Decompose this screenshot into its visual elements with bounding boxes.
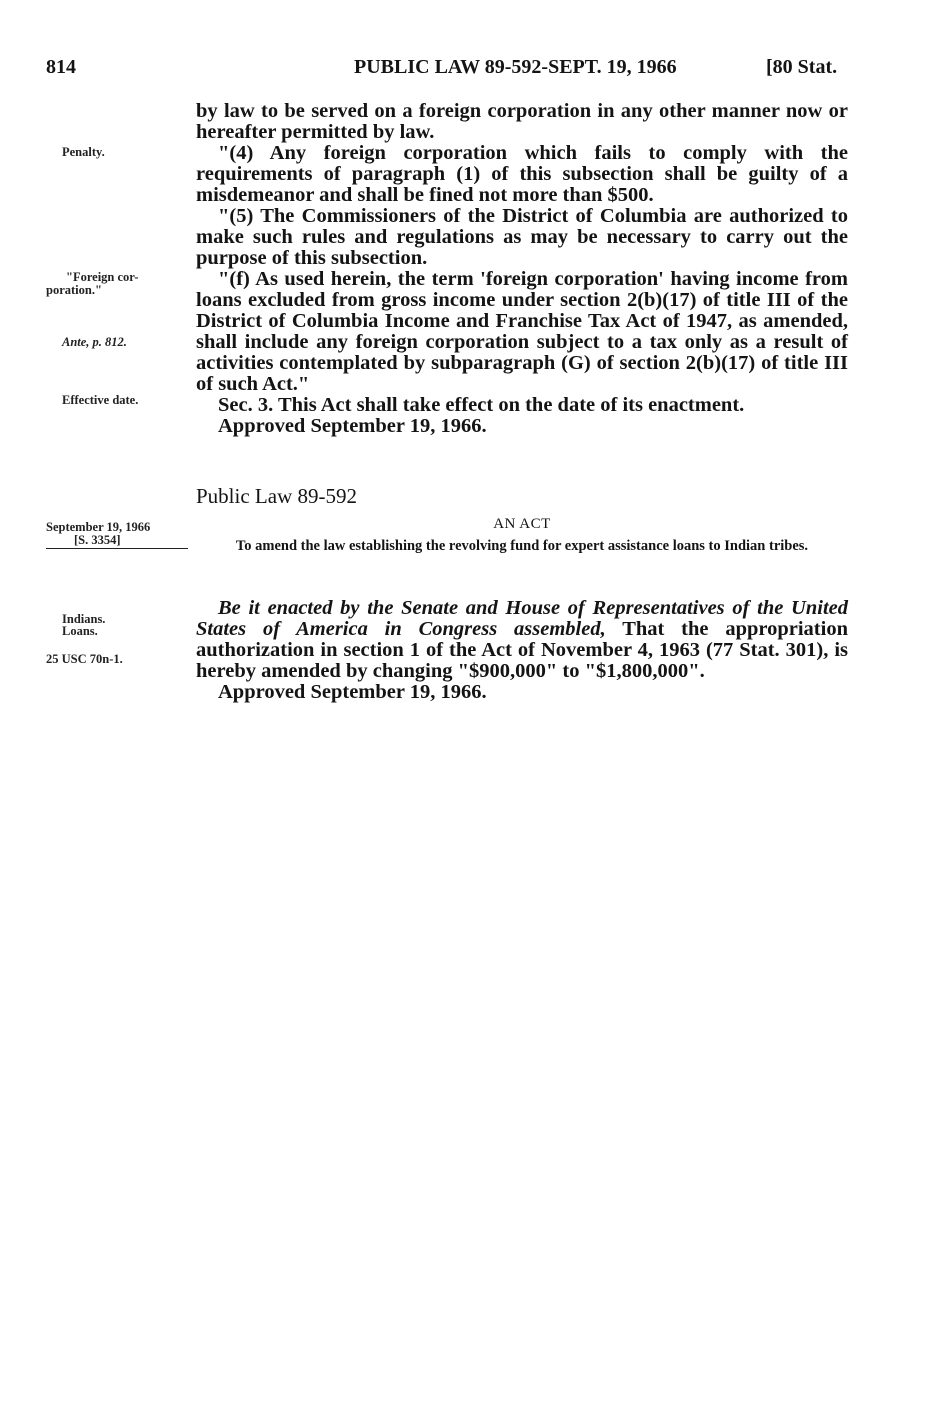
section-text	[196, 101, 848, 437]
approved-date-1: Approved September 19, 1966.	[218, 415, 487, 437]
margin-rule	[46, 548, 188, 549]
enacting-clause-italic: Be it enacted by the Senate and House of Representatives of the United States of America in Congress assembled,	[196, 597, 848, 640]
margin-note-usc: 25 USC 70n-1.	[46, 652, 123, 666]
margin-note-date: September 19, 1966	[46, 520, 151, 534]
margin-note-indians: Indians.	[62, 612, 106, 626]
margin-note-ante: Ante, p. 812.	[62, 335, 127, 349]
public-law-title: Public Law 89-592	[196, 484, 357, 508]
paragraph-4: "(4) Any foreign corporation which fails to comply with the requirements of paragraph (1) of this subsection shall be guilty of a misdemeanor and shall be fined not more than $500.	[196, 142, 848, 206]
margin-note-foreign-corporation-1: "Foreign cor-	[66, 270, 139, 284]
an-act-heading: AN ACT	[493, 516, 551, 532]
page-number: 814	[46, 56, 76, 78]
margin-note-effective-date: Effective date.	[62, 393, 139, 407]
approved-date-2: Approved September 19, 1966.	[218, 681, 487, 703]
margin-note-loans: Loans.	[62, 624, 98, 638]
enacting-clause	[196, 598, 848, 682]
margin-note-foreign-corporation-2: poration."	[46, 283, 102, 297]
act-purpose: To amend the law establishing the revolving fund for expert assistance loans to Indian tribes.	[235, 538, 809, 554]
statute-reference: [80 Stat.	[766, 56, 838, 78]
enacting-clause-body: That the appropriation authorization in section 1 of the Act of November 4, 1963 (77 Stat. 301), is hereby amended by changing "$900,000" to "$1,800,000".	[196, 618, 848, 682]
paragraph-5: "(5) The Commissioners of the District of Columbia are authorized to make such rules and regulations as may be necessary to carry out the purpose of this subsection.	[196, 205, 848, 269]
margin-note-penalty: Penalty.	[62, 145, 105, 159]
margin-note-bill: [S. 3354]	[74, 533, 121, 547]
paragraph-continuation: by law to be served on a foreign corporation in any other manner now or hereafter permitted by law.	[196, 100, 848, 143]
section-3: Sec. 3. This Act shall take effect on the date of its enactment.	[218, 394, 745, 416]
paragraph-f: "(f) As used herein, the term 'foreign corporation' having income from loans excluded from gross income under section 2(b)(17) of title III of the District of Columbia Income and Franchise Tax Act of 1947, as amended, shall include any foreign corporation subject to a tax only as a result of activities contemplated by subparagraph (G) of section 2(b)(17) of title III of such Act."	[196, 268, 848, 395]
running-title: PUBLIC LAW 89-592-SEPT. 19, 1966	[354, 56, 677, 78]
enactment-text	[196, 598, 848, 703]
page-header	[0, 56, 945, 86]
